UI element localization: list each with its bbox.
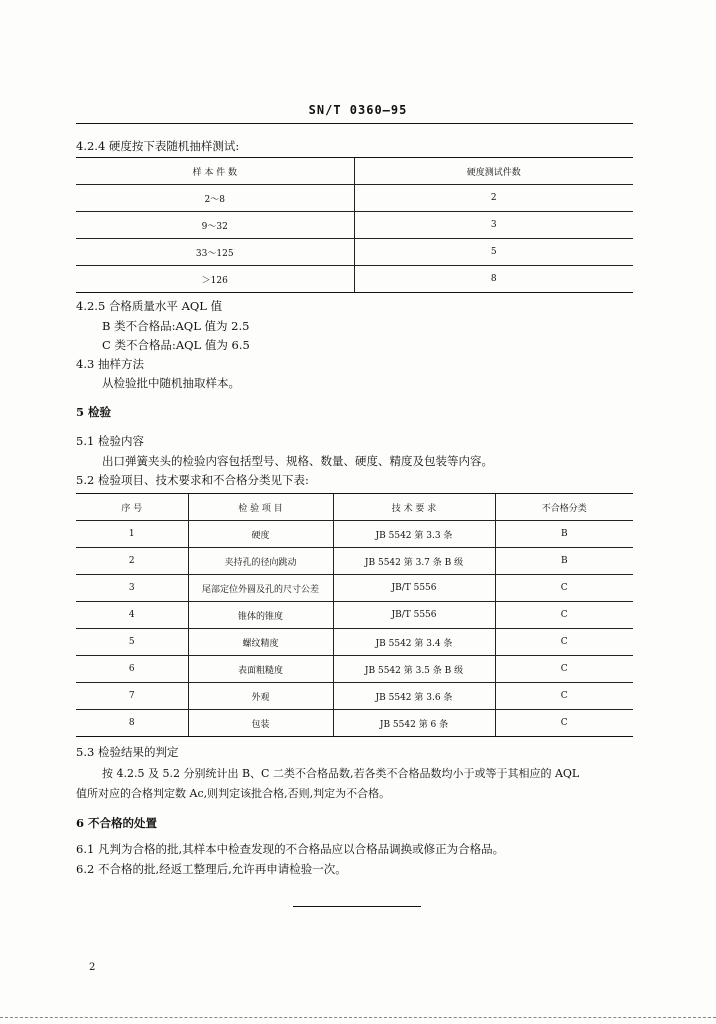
table-cell: 螺纹精度 [188,629,333,656]
table-cell: JB/T 5556 [333,602,495,629]
table-cell: JB/T 5556 [333,575,495,602]
table-cell: JB 5542 第 3.5 条 B 级 [333,656,495,683]
aql-c-line: C 类不合格品:AQL 值为 6.5 [102,338,250,352]
table-cell: C [495,575,633,602]
table-cell: C [495,629,633,656]
table-row [76,629,633,656]
table-cell: 3 [76,575,188,602]
table-cell: 8 [76,710,188,737]
sample-size-table [76,157,633,293]
table-cell: 3 [354,212,633,239]
table-cell: 锥体的锥度 [188,602,333,629]
table-cell: 包装 [188,710,333,737]
table-cell: 6 [76,656,188,683]
table-cell: JB 5542 第 3.4 条 [333,629,495,656]
table-cell: B [495,521,633,548]
table-cell: C [495,656,633,683]
section-4-3-text: 从检验批中随机抽取样本。 [102,376,240,390]
table-cell: 8 [354,266,633,293]
end-of-document-rule [293,906,421,907]
table-cell: 5 [354,239,633,266]
table-cell: 9～32 [76,212,354,239]
section-5-2-title: 5.2 检验项目、技术要求和不合格分类见下表: [76,473,309,487]
header-rule [76,123,633,124]
table-cell: C [495,683,633,710]
aql-b-line: B 类不合格品:AQL 值为 2.5 [102,319,250,333]
table-cell: 7 [76,683,188,710]
table-row [76,521,633,548]
table-cell: JB 5542 第 3.7 条 B 级 [333,548,495,575]
table-row [76,683,633,710]
table-row [76,575,633,602]
table-row [76,239,633,266]
table-row [76,602,633,629]
inspection-items-table [76,493,633,737]
table-cell: 外观 [188,683,333,710]
table-cell: C [495,602,633,629]
section-5-3-line1: 按 4.2.5 及 5.2 分别统计出 B、C 二类不合格品数,若各类不合格品数均小于或等于其相应的 AQL [102,767,580,780]
table-cell: JB 5542 第 3.3 条 [333,521,495,548]
section-5-heading: 5 检验 [76,405,112,419]
table-cell: C [495,710,633,737]
table-cell: JB 5542 第 6 条 [333,710,495,737]
table-header-row [76,494,633,521]
table-cell: B [495,548,633,575]
table-cell: 4 [76,602,188,629]
section-4-2-5-title: 4.2.5 合格质量水平 AQL 值 [76,299,223,313]
table-cell: 硬度 [188,521,333,548]
table-cell: 2 [354,185,633,212]
column-header-number: 序 号 [76,494,188,521]
column-header-sample-count: 样 本 件 数 [76,158,354,185]
table-cell: 1 [76,521,188,548]
section-6-2-text: 6.2 不合格的批,经返工整理后,允许再申请检验一次。 [76,862,347,876]
section-5-1-text: 出口弹簧夹头的检验内容包括型号、规格、数量、硬度、精度及包装等内容。 [102,454,493,468]
table-row [76,266,633,293]
scan-edge-line [0,1017,716,1018]
table-cell: 夹持孔的径向跳动 [188,548,333,575]
table-row [76,656,633,683]
table-cell: 5 [76,629,188,656]
column-header-technical-requirement: 技 术 要 求 [333,494,495,521]
section-6-1-text: 6.1 凡判为合格的批,其样本中检查发现的不合格品应以合格品调换或修正为合格品。 [76,842,505,856]
column-header-hardness-test-count: 硬度测试件数 [354,158,633,185]
column-header-nonconformity-class: 不合格分类 [495,494,633,521]
table-cell: JB 5542 第 3.6 条 [333,683,495,710]
table-cell: 2 [76,548,188,575]
section-4-3-title: 4.3 抽样方法 [76,357,144,371]
document-code-header: SN/T 0360—95 [308,103,408,117]
table-row [76,212,633,239]
column-header-inspection-item: 检 验 项 目 [188,494,333,521]
table-header-row [76,158,633,185]
table-row [76,548,633,575]
table-cell: ＞126 [76,266,354,293]
table-row [76,710,633,737]
table-cell: 2～8 [76,185,354,212]
section-5-3-title: 5.3 检验结果的判定 [76,745,179,759]
page-number: 2 [89,962,96,973]
section-4-2-4-title: 4.2.4 硬度按下表随机抽样测试: [76,139,240,153]
table-cell: 33～125 [76,239,354,266]
table-cell: 尾部定位外圆及孔的尺寸公差 [188,575,333,602]
table-cell: 表面粗糙度 [188,656,333,683]
section-5-1-title: 5.1 检验内容 [76,434,144,448]
section-6-heading: 6 不合格的处置 [76,816,158,830]
table-row [76,185,633,212]
section-5-3-line2: 值所对应的合格判定数 Ac,则判定该批合格,否则,判定为不合格。 [76,787,391,800]
